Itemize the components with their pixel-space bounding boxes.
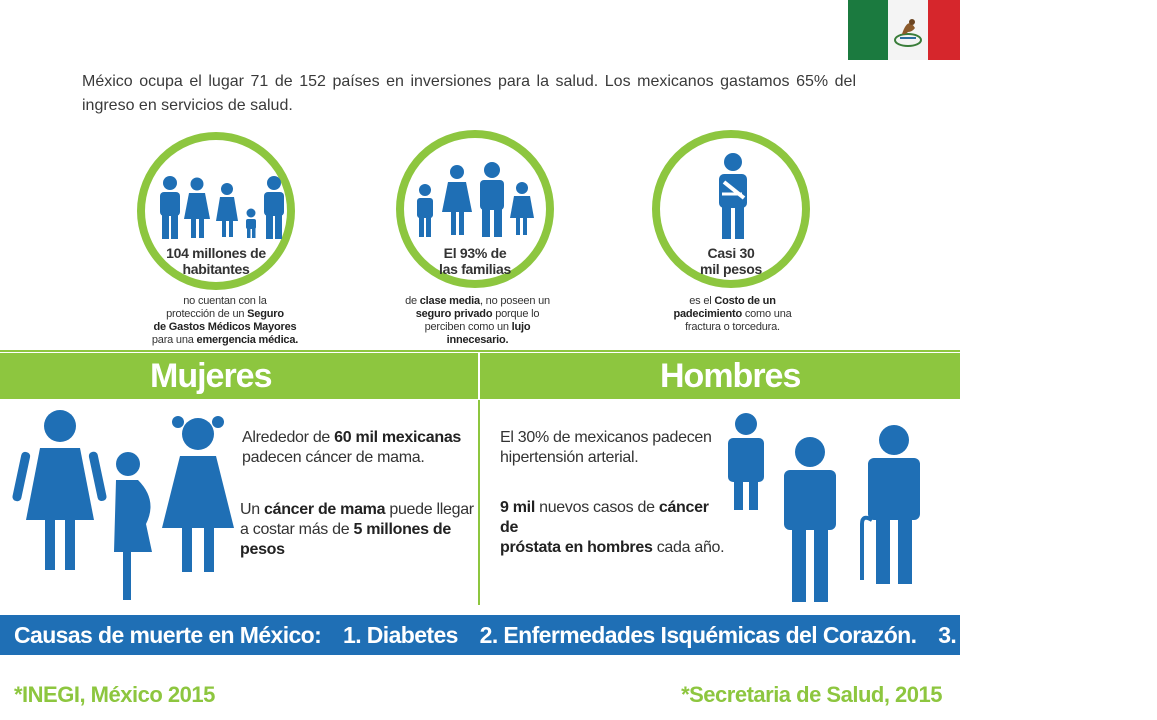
- note-text: no cuentan con la: [183, 295, 267, 307]
- fact-text: El 30% de mexicanos padecen: [500, 429, 712, 446]
- note-text: protección de un: [166, 308, 248, 320]
- note-bold: Seguro: [247, 308, 284, 320]
- note-bold: de Gastos Médicos Mayores: [153, 321, 297, 333]
- note-text: es el: [689, 295, 715, 307]
- fact-bold: cáncer de: [500, 499, 709, 536]
- fact-text: hipertensión arterial.: [500, 449, 639, 466]
- stat-label-line: habitantes: [182, 261, 250, 277]
- fact-text: a costar más de: [240, 521, 354, 538]
- note-text: para una: [151, 334, 197, 346]
- coat-of-arms-icon: [888, 10, 928, 50]
- note-bold: Costo de un: [714, 295, 776, 307]
- stat-note-cost: [650, 295, 815, 334]
- men-fact-1: [500, 428, 730, 468]
- banner-divider: [478, 353, 480, 399]
- source-inegi: *INEGI, México 2015: [14, 682, 215, 707]
- men-fact-2: [500, 498, 730, 558]
- note-text: como una: [741, 308, 792, 320]
- note-text: , no poseen un: [479, 295, 550, 307]
- mexico-flag-icon: [848, 0, 960, 60]
- fact-text: nuevos casos de: [534, 499, 659, 516]
- cause-1: 1. Diabetes: [343, 622, 458, 648]
- stat-label-line: las familias: [439, 261, 511, 277]
- stat-label-cost: [660, 245, 802, 277]
- section-divider: [478, 400, 480, 605]
- family-icon: [152, 175, 292, 245]
- cause-2: 2. Enfermedades Isquémicas del Corazón.: [479, 622, 917, 648]
- note-bold: lujo: [511, 321, 531, 333]
- causes-title: Causas de muerte en México:: [14, 622, 322, 648]
- women-fact-1: [242, 428, 472, 468]
- family-icon: [410, 160, 540, 240]
- fact-text: Un: [240, 501, 264, 518]
- note-text: fractura o torcedura.: [685, 321, 780, 333]
- women-icon: [20, 408, 240, 608]
- stat-label-population: [145, 245, 287, 277]
- cause-3: 3. Cirrosis Hepática: [938, 622, 1141, 648]
- banner-top-line: [0, 350, 960, 352]
- fact-text: puede llegar: [385, 501, 474, 518]
- note-text: perciben como un: [424, 321, 512, 333]
- note-bold: innecesario.: [446, 334, 509, 346]
- stat-label-line: mil pesos: [700, 261, 762, 277]
- intro-text: México ocupa el lugar 71 de 152 países en inversiones para la salud. Los mexicanos gastamos 65% del ingreso en servicios de salud.: [82, 73, 856, 114]
- note-bold: padecimiento: [673, 308, 742, 320]
- note-text: de: [405, 295, 420, 307]
- source-secretaria: *Secretaria de Salud, 2015: [681, 682, 942, 707]
- fact-bold: 60 mil mexicanas: [334, 429, 462, 446]
- women-fact-2: [240, 500, 475, 560]
- fact-text: cada año.: [652, 539, 725, 556]
- stat-note-families: [385, 295, 570, 347]
- women-title: Mujeres: [150, 357, 272, 395]
- men-icon: [722, 410, 937, 610]
- note-bold: clase media: [419, 295, 480, 307]
- fact-bold: 5 millones de: [353, 521, 451, 538]
- note-text: porque lo: [492, 308, 540, 320]
- note-bold: emergencia médica.: [196, 334, 299, 346]
- fact-text: Alrededor de: [242, 429, 335, 446]
- injured-person-icon: [708, 152, 758, 242]
- note-bold: seguro privado: [415, 308, 493, 320]
- men-title: Hombres: [660, 357, 801, 395]
- causes-of-death-bar: [0, 615, 1141, 655]
- gender-banner: [0, 353, 960, 399]
- fact-bold: próstata en hombres: [500, 539, 653, 556]
- fact-text: padecen cáncer de mama.: [242, 449, 425, 466]
- stat-note-population: [135, 295, 315, 347]
- stat-label-line: El 93% de: [443, 245, 507, 261]
- stat-label-line: Casi 30: [707, 245, 755, 261]
- fact-bold: 9 mil: [500, 499, 535, 516]
- stat-label-families: [404, 245, 546, 277]
- fact-bold: cáncer de mama: [264, 501, 386, 518]
- stat-label-line: 104 millones de: [166, 245, 266, 261]
- fact-bold: pesos: [240, 541, 285, 558]
